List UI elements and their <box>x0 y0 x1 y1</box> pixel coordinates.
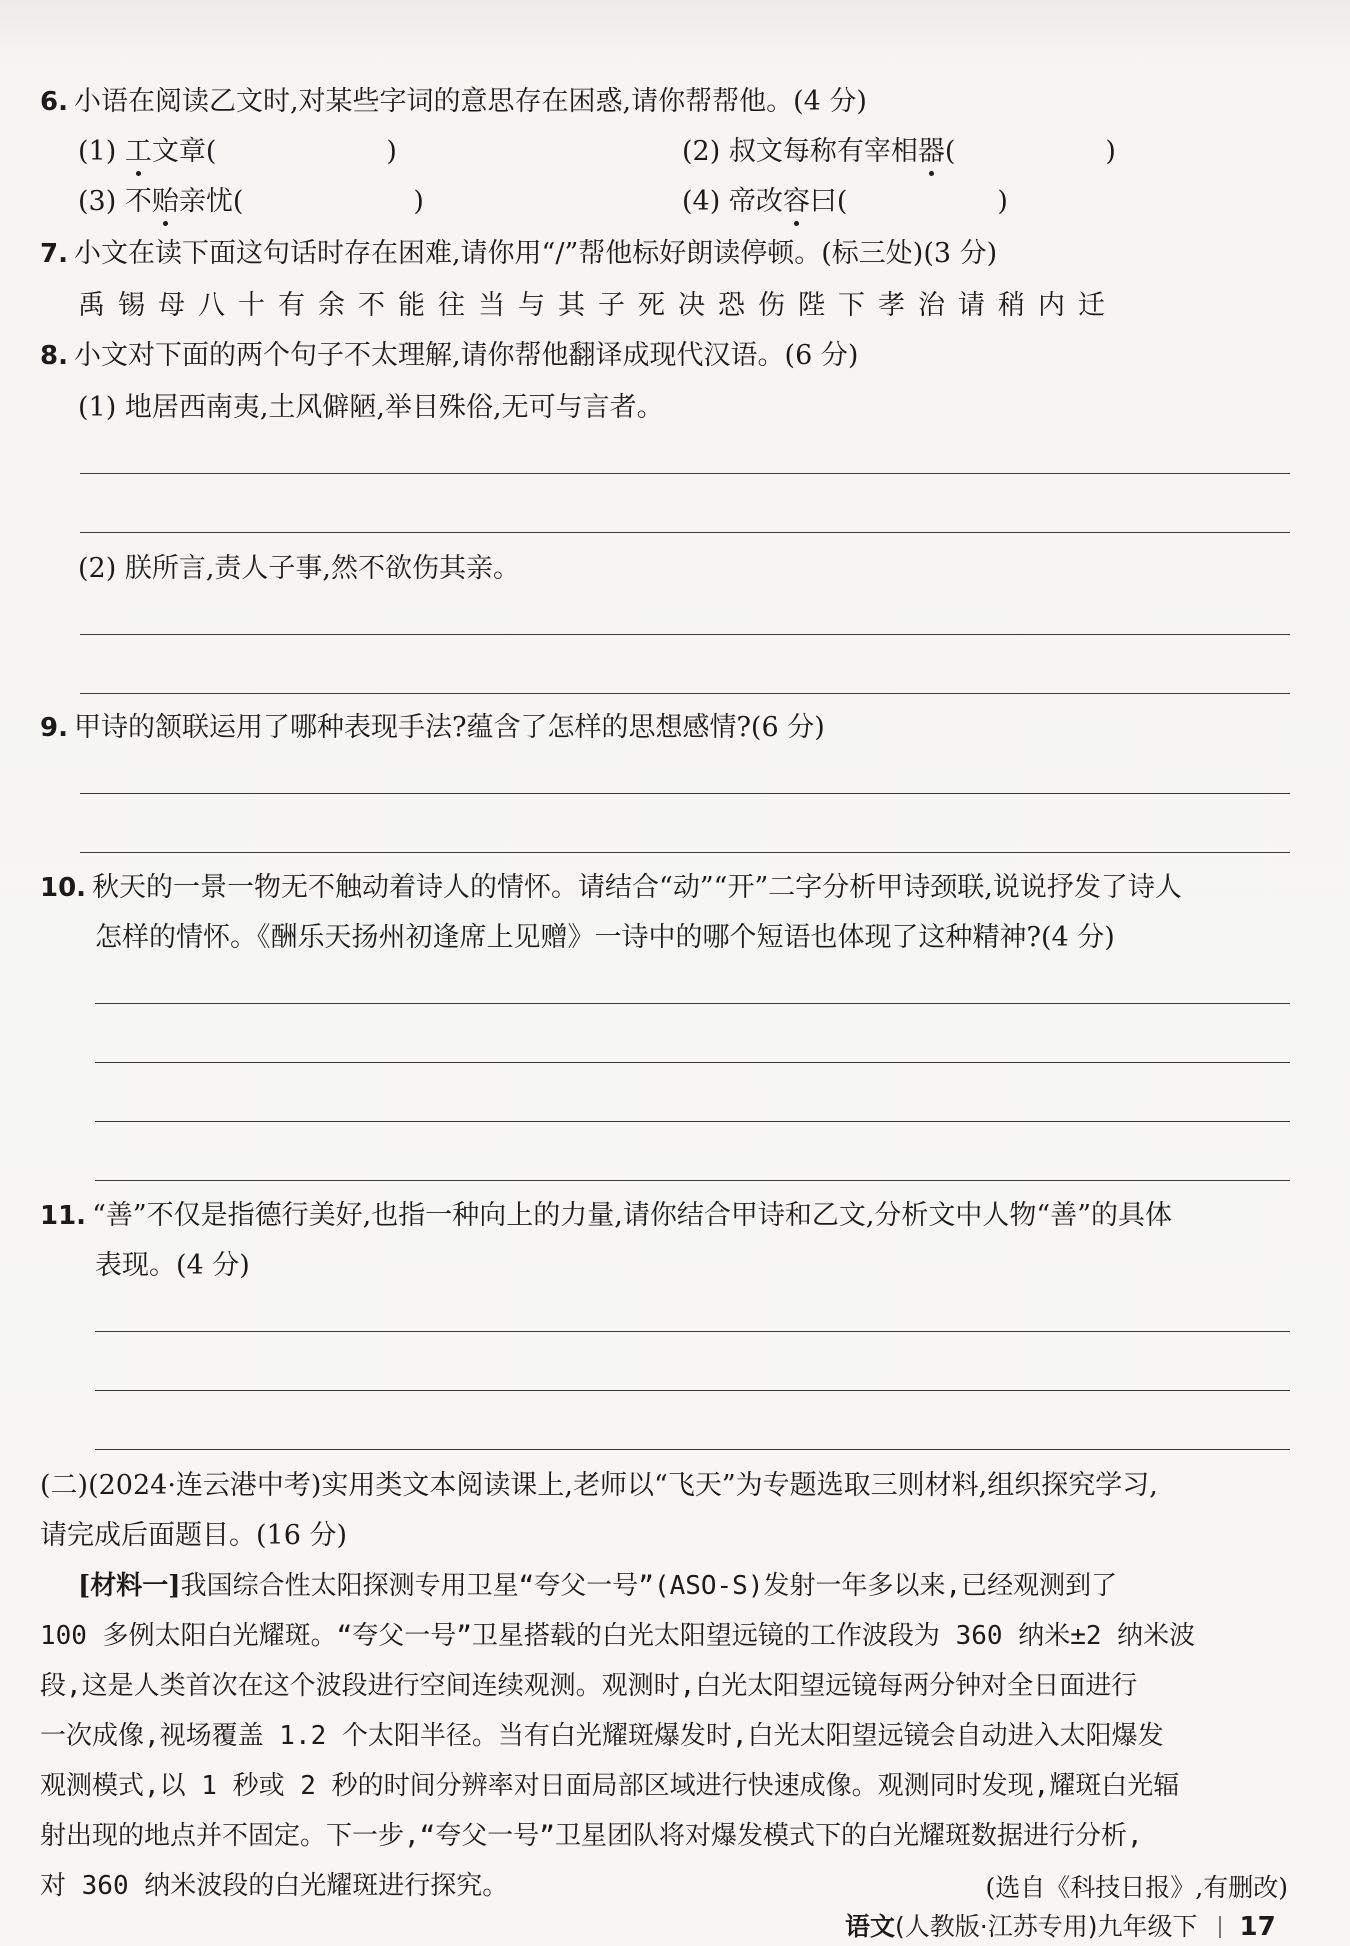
material-1-line-3: 段,这是人类首次在这个波段进行空间连续观测。观测时,白光太阳望远镜每两分钟对全日面进行 <box>40 1671 1138 1701</box>
section-2-heading-cont: 请完成后面题目。(16 分) <box>40 1520 348 1551</box>
answer-line <box>95 1062 1290 1063</box>
question-text: 秋天的一景一物无不触动着诗人的情怀。请结合“动”“开”二字分析甲诗颈联,说说抒发了诗人 <box>92 872 1182 903</box>
question-11 <box>40 1198 1172 1234</box>
question-8 <box>40 338 858 374</box>
material-1-line-1: [材料一]我国综合性太阳探测专用卫星“夸父一号”(ASO-S)发射一年多以来,已经观测到了 <box>78 1571 1118 1601</box>
question-number: 7. <box>40 239 68 269</box>
question-6 <box>40 84 867 120</box>
question-text: 小文在读下面这句话时存在困难,请你用“/”帮他标好朗读停顿。(标三处)(3 分) <box>73 238 998 269</box>
answer-line <box>95 1003 1290 1004</box>
answer-line <box>80 793 1290 794</box>
material-source: (选自《科技日报》,有删改) <box>985 1873 1288 1902</box>
question-text: 小文对下面的两个句子不太理解,请你帮他翻译成现代汉语。(6 分) <box>73 340 859 371</box>
answer-line <box>80 532 1290 533</box>
q8-sentence-1: (1) 地居西南夷,土风僻陋,举目殊俗,无可与言者。 <box>78 392 664 423</box>
material-1-line-2: 100 多例太阳白光耀斑。“夸父一号”卫星搭载的白光太阳望远镜的工作波段为 360 纳米±2 纳米波 <box>40 1621 1196 1651</box>
emphasis-dot-char: 贻 <box>152 184 179 220</box>
question-number: 10. <box>40 873 87 903</box>
q6-item-4: (4) 帝改容曰( ) <box>682 184 1008 220</box>
q6-item-1: (1) 工文章( ) <box>78 134 397 170</box>
answer-line <box>95 1331 1290 1332</box>
question-number: 8. <box>40 341 68 371</box>
answer-line <box>80 693 1290 694</box>
emphasis-dot-char: 容 <box>783 184 810 220</box>
question-number: 9. <box>40 713 68 743</box>
footer-subject: 语文 <box>845 1912 896 1941</box>
emphasis-dot-char: 工 <box>125 134 152 170</box>
material-1-line-4: 一次成像,视场覆盖 1.2 个太阳半径。当有白光耀斑爆发时,白光太阳望远镜会自动进入太阳爆发 <box>40 1721 1164 1751</box>
question-number: 6. <box>40 87 68 117</box>
question-text: 甲诗的颔联运用了哪种表现手法?蕴含了怎样的思想感情?(6 分) <box>73 712 825 743</box>
question-11-cont: 表现。(4 分) <box>95 1250 250 1281</box>
question-10 <box>40 870 1182 906</box>
footer-divider <box>1219 1916 1221 1938</box>
answer-line <box>95 1449 1290 1450</box>
page-number: 17 <box>1239 1912 1276 1942</box>
answer-line <box>95 1180 1290 1181</box>
answer-line <box>80 634 1290 635</box>
section-2-heading: (二)(2024·连云港中考)实用类文本阅读课上,老师以“飞天”为专题选取三则材料,组织探究学习, <box>40 1470 1158 1501</box>
question-10-cont: 怎样的情怀。《酬乐天扬州初逢席上见赠》一诗中的哪个短语也体现了这种精神?(4 分) <box>95 922 1115 953</box>
material-1-line-5: 观测模式,以 1 秒或 2 秒的时间分辨率对日面局部区域进行快速成像。观测同时发现,耀斑白光辐 <box>40 1771 1180 1801</box>
q7-sentence: 禹锡母八十有余不能往当与其子死决恐伤陛下孝治请稍内迁 <box>78 290 1118 321</box>
question-9 <box>40 710 825 746</box>
footer-edition: (人教版·江苏专用)九年级下 <box>895 1912 1198 1941</box>
material-1-line-6: 射出现的地点并不固定。下一步,“夸父一号”卫星团队将对爆发模式下的白光耀斑数据进行分析, <box>40 1821 1143 1851</box>
question-text: “善”不仅是指德行美好,也指一种向上的力量,请你结合甲诗和乙文,分析文中人物“善”的具体 <box>92 1200 1173 1231</box>
answer-line <box>95 1390 1290 1391</box>
question-number: 11. <box>40 1201 87 1231</box>
answer-line <box>80 852 1290 853</box>
material-label: [材料一] <box>78 1571 181 1601</box>
q8-sentence-2: (2) 朕所言,责人子事,然不欲伤其亲。 <box>78 553 520 584</box>
material-1-line-7: 对 360 纳米波段的白光耀斑进行探究。 <box>40 1871 509 1901</box>
answer-line <box>95 1121 1290 1122</box>
q6-item-3: (3) 不贻亲忧( ) <box>78 184 424 220</box>
question-text: 小语在阅读乙文时,对某些字词的意思存在困惑,请你帮帮他。(4 分) <box>73 86 867 117</box>
page-footer <box>845 1907 1276 1943</box>
q6-item-2: (2) 叔文每称有宰相器( ) <box>682 134 1116 170</box>
question-7 <box>40 236 997 272</box>
answer-line <box>80 473 1290 474</box>
emphasis-dot-char: 器 <box>918 134 945 170</box>
